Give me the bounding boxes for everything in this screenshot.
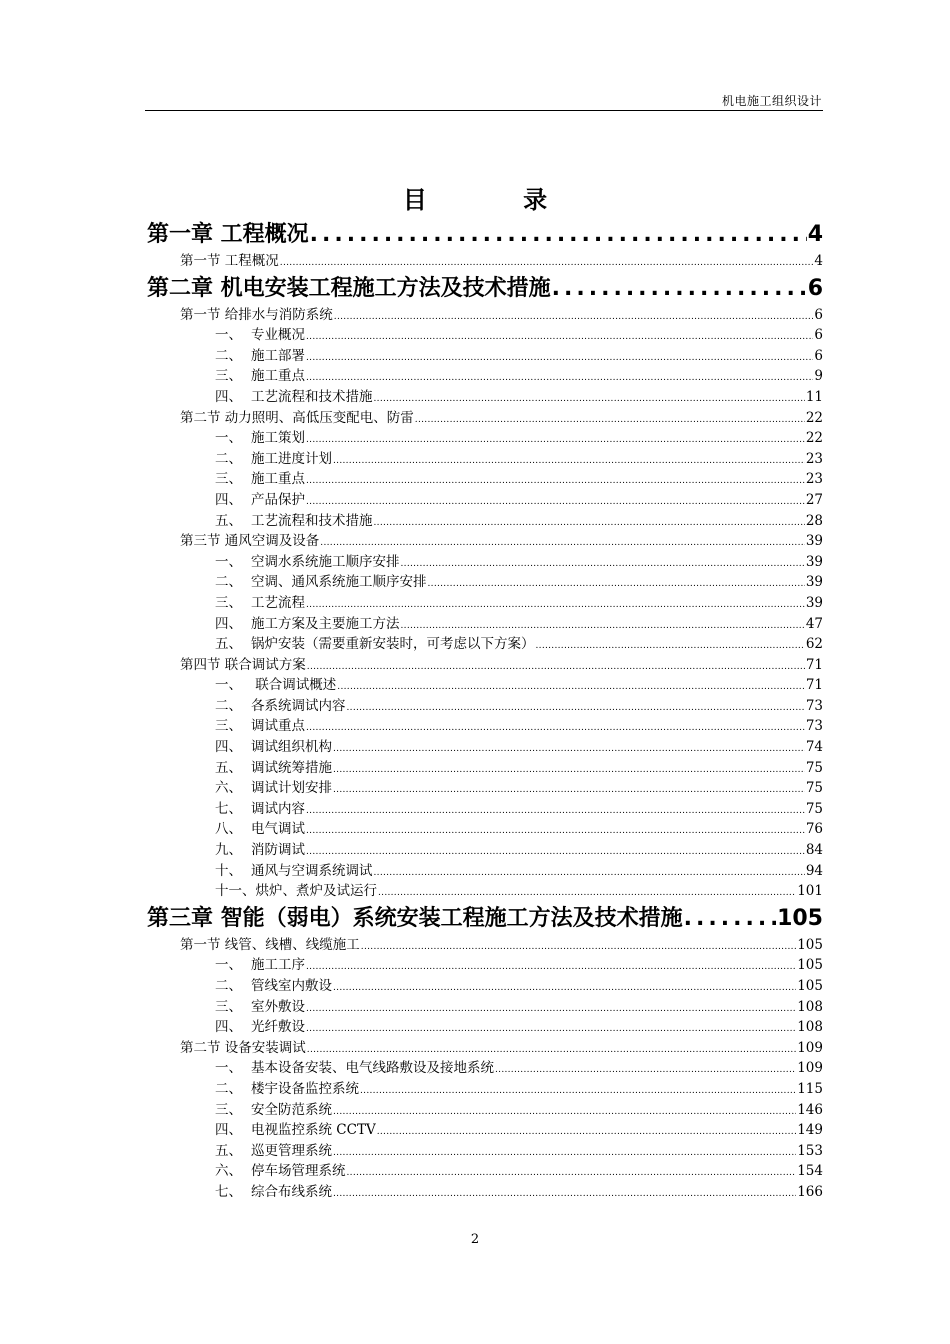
toc-entry-item[interactable] xyxy=(147,490,823,511)
toc-entry-label xyxy=(215,366,305,387)
toc-entry-page: 75 xyxy=(805,759,823,776)
toc-entry-text: 工艺流程和技术措施 xyxy=(251,388,373,405)
toc-entry-number: 二、 xyxy=(215,347,242,364)
toc-entry-text: 室外敷设 xyxy=(251,998,305,1015)
dot-leader xyxy=(306,821,805,842)
dot-leader xyxy=(306,801,805,822)
dot-leader xyxy=(347,698,805,719)
toc-entry-number: 二、 xyxy=(215,574,242,591)
toc-entry-label xyxy=(215,976,332,997)
toc-entry-text: 第四节 联合调试方案 xyxy=(180,656,306,673)
toc-entry-page: 109 xyxy=(797,1039,823,1056)
toc-entry-page: 115 xyxy=(797,1080,823,1097)
toc-entry-page: 105 xyxy=(777,905,823,931)
toc-entry-section[interactable] xyxy=(147,305,823,326)
toc-entry-text: 调试计划安排 xyxy=(251,780,332,797)
toc-entry-number: 一、 xyxy=(215,677,242,694)
toc-entry-text: 联合调试概述 xyxy=(251,677,337,694)
toc-entry-page: 6 xyxy=(814,347,823,364)
table-of-contents xyxy=(147,218,823,1203)
toc-entry-number: 四、 xyxy=(215,1019,242,1036)
toc-entry-page: 71 xyxy=(805,656,823,673)
toc-entry-page: 74 xyxy=(805,739,823,756)
toc-entry-item[interactable] xyxy=(147,955,823,976)
toc-entry-page: 105 xyxy=(797,957,823,974)
toc-entry-number: 五、 xyxy=(215,1142,242,1159)
toc-entry-label xyxy=(215,469,305,490)
toc-entry-number: 三、 xyxy=(215,1101,242,1118)
toc-entry-page: 154 xyxy=(797,1163,823,1180)
toc-entry-label xyxy=(215,634,535,655)
toc-entry-text: 工艺流程和技术措施 xyxy=(251,512,373,529)
toc-entry-page: 153 xyxy=(797,1142,823,1159)
toc-entry-label xyxy=(180,305,333,326)
toc-entry-item[interactable] xyxy=(147,696,823,717)
toc-entry-page: 6 xyxy=(814,306,823,323)
dot-leader xyxy=(401,616,805,637)
toc-entry-section[interactable] xyxy=(147,655,823,676)
toc-entry-label xyxy=(147,218,309,251)
toc-entry-label xyxy=(215,758,332,779)
dot-leader xyxy=(306,327,813,348)
toc-entry-text: 施工部署 xyxy=(251,347,305,364)
toc-entry-item[interactable] xyxy=(147,614,823,635)
toc-entry-label xyxy=(215,997,305,1018)
toc-entry-item[interactable] xyxy=(147,634,823,655)
toc-entry-text: 施工工序 xyxy=(251,957,305,974)
dot-leader xyxy=(684,902,776,935)
toc-entry-number: 四、 xyxy=(215,1122,242,1139)
toc-entry-text: 空调、通风系统施工顺序安排 xyxy=(251,574,427,591)
toc-entry-label xyxy=(215,716,305,737)
toc-entry-text: 安全防范系统 xyxy=(251,1101,332,1118)
toc-entry-page: 39 xyxy=(805,533,823,550)
toc-entry-page: 4 xyxy=(807,222,823,247)
toc-entry-number: 十一、 xyxy=(215,883,256,900)
toc-entry-label xyxy=(215,840,305,861)
dot-leader xyxy=(495,1060,796,1081)
toc-entry-text: 施工方案及主要施工方法 xyxy=(251,615,400,632)
toc-entry-page: 71 xyxy=(805,677,823,694)
dot-leader xyxy=(306,718,805,739)
toc-entry-item[interactable] xyxy=(147,976,823,997)
toc-entry-text: 调试重点 xyxy=(251,718,305,735)
toc-entry-label xyxy=(180,935,360,956)
toc-entry-chapter[interactable] xyxy=(147,272,823,305)
toc-entry-number: 六、 xyxy=(215,780,242,797)
toc-entry-label xyxy=(180,251,279,272)
toc-entry-page: 76 xyxy=(805,821,823,838)
toc-entry-page: 146 xyxy=(797,1101,823,1118)
running-header: 机电施工组织设计 xyxy=(721,94,822,108)
dot-leader xyxy=(374,513,805,534)
toc-entry-item[interactable] xyxy=(147,325,823,346)
toc-entry-number: 五、 xyxy=(215,512,242,529)
dot-leader xyxy=(306,842,805,863)
toc-entry-text: 楼宇设备监控系统 xyxy=(251,1080,359,1097)
toc-entry-text: 第一章 工程概况 xyxy=(147,222,309,247)
toc-entry-page: 109 xyxy=(797,1060,823,1077)
toc-entry-label xyxy=(215,511,373,532)
dot-leader xyxy=(333,780,805,801)
dot-leader xyxy=(378,883,796,904)
dot-leader xyxy=(280,253,814,274)
toc-entry-item[interactable] xyxy=(147,861,823,882)
toc-entry-text: 综合布线系统 xyxy=(251,1183,332,1200)
toc-entry-text: 第三节 通风空调及设备 xyxy=(180,533,320,550)
dot-leader xyxy=(320,533,805,554)
dot-leader xyxy=(306,1019,796,1040)
toc-entry-text: 施工重点 xyxy=(251,368,305,385)
toc-entry-page: 105 xyxy=(797,978,823,994)
toc-entry-number: 五、 xyxy=(215,759,242,776)
toc-entry-label xyxy=(215,799,305,820)
toc-entry-label xyxy=(215,955,305,976)
toc-entry-page: 22 xyxy=(805,409,823,426)
toc-entry-text: 调试组织机构 xyxy=(251,739,332,756)
dot-leader xyxy=(333,978,796,999)
toc-entry-label xyxy=(215,614,400,635)
toc-entry-page: 73 xyxy=(805,718,823,735)
dot-leader xyxy=(306,999,796,1020)
toc-entry-item[interactable] xyxy=(147,1100,823,1121)
toc-entry-item[interactable] xyxy=(147,1182,823,1203)
toc-entry-label xyxy=(147,272,551,305)
toc-entry-label xyxy=(215,325,305,346)
toc-entry-page: 23 xyxy=(805,471,823,488)
dot-leader xyxy=(428,574,805,595)
dot-leader xyxy=(333,760,805,781)
toc-entry-number: 三、 xyxy=(215,471,242,488)
toc-entry-text: 调试内容 xyxy=(251,800,305,817)
dot-leader xyxy=(306,471,805,492)
toc-entry-item[interactable] xyxy=(147,1079,823,1100)
toc-entry-number: 二、 xyxy=(215,1080,242,1097)
toc-entry-label xyxy=(215,861,373,882)
toc-entry-page: 27 xyxy=(805,491,823,508)
toc-entry-text: 施工进度计划 xyxy=(251,450,332,467)
toc-entry-item[interactable] xyxy=(147,819,823,840)
dot-leader xyxy=(306,368,813,389)
toc-entry-item[interactable] xyxy=(147,737,823,758)
dot-leader xyxy=(306,595,805,616)
dot-leader xyxy=(306,430,805,451)
toc-entry-page: 75 xyxy=(805,800,823,817)
toc-entry-number: 一、 xyxy=(215,430,242,447)
toc-entry-text: 第一节 给排水与消防系统 xyxy=(180,306,333,323)
toc-entry-chapter[interactable] xyxy=(147,218,823,251)
toc-entry-item[interactable] xyxy=(147,593,823,614)
toc-entry-label xyxy=(215,881,377,902)
toc-entry-text: 产品保护 xyxy=(251,491,305,508)
toc-entry-page: 39 xyxy=(805,594,823,611)
toc-entry-item[interactable] xyxy=(147,675,823,696)
toc-entry-number: 十、 xyxy=(215,862,242,879)
dot-leader xyxy=(307,1040,796,1061)
toc-entry-item[interactable] xyxy=(147,1161,823,1182)
toc-entry-page: 105 xyxy=(797,936,823,953)
toc-entry-label xyxy=(215,1100,332,1121)
toc-entry-text: 工艺流程 xyxy=(251,594,305,611)
toc-entry-item[interactable] xyxy=(147,449,823,470)
toc-entry-label xyxy=(215,778,332,799)
toc-entry-page: 62 xyxy=(805,636,823,653)
toc-entry-number: 八、 xyxy=(215,821,242,838)
toc-entry-item[interactable] xyxy=(147,346,823,367)
toc-entry-item[interactable] xyxy=(147,428,823,449)
dot-leader xyxy=(337,677,805,698)
toc-entry-label xyxy=(180,655,306,676)
toc-entry-number: 一、 xyxy=(215,1060,242,1077)
toc-entry-section[interactable] xyxy=(147,408,823,429)
toc-entry-number: 四、 xyxy=(215,615,242,632)
dot-leader xyxy=(347,1163,797,1184)
toc-entry-text: 第一节 工程概况 xyxy=(180,253,279,269)
toc-entry-number: 三、 xyxy=(215,594,242,611)
toc-entry-page: 39 xyxy=(805,574,823,591)
dot-leader xyxy=(307,657,805,678)
toc-entry-label xyxy=(215,1182,332,1203)
toc-entry-page: 101 xyxy=(797,883,823,900)
toc-entry-page: 4 xyxy=(814,253,823,269)
toc-entry-number: 四、 xyxy=(215,388,242,405)
toc-entry-page: 108 xyxy=(797,998,823,1015)
toc-entry-text: 电气调试 xyxy=(251,821,305,838)
toc-entry-number: 一、 xyxy=(215,957,242,974)
toc-entry-item[interactable] xyxy=(147,778,823,799)
toc-entry-item[interactable] xyxy=(147,840,823,861)
toc-entry-item[interactable] xyxy=(147,799,823,820)
toc-entry-label xyxy=(215,1058,494,1079)
toc-entry-text: 锅炉安装（需要重新安装时，可考虑以下方案） xyxy=(251,636,535,653)
toc-entry-item[interactable] xyxy=(147,572,823,593)
dot-leader xyxy=(415,410,805,431)
toc-entry-text: 各系统调试内容 xyxy=(251,697,346,714)
toc-entry-number: 一、 xyxy=(215,327,242,344)
toc-entry-number: 二、 xyxy=(215,697,242,714)
toc-entry-page: 149 xyxy=(797,1122,823,1139)
toc-entry-label xyxy=(215,387,373,408)
toc-entry-text: 管线室内敷设 xyxy=(251,978,332,994)
toc-entry-page: 84 xyxy=(805,842,823,859)
toc-entry-number: 三、 xyxy=(215,718,242,735)
toc-entry-text: 第二节 设备安装调试 xyxy=(180,1039,306,1056)
toc-entry-label xyxy=(215,1120,376,1141)
toc-entry-text: 第三章 智能（弱电）系统安装工程施工方法及技术措施 xyxy=(147,905,683,931)
toc-entry-item[interactable] xyxy=(147,1120,823,1141)
toc-entry-page: 75 xyxy=(805,780,823,797)
dot-leader xyxy=(306,957,796,978)
toc-entry-number: 七、 xyxy=(215,1183,242,1200)
toc-entry-text: 烘炉、煮炉及试运行 xyxy=(255,883,377,900)
toc-entry-number: 三、 xyxy=(215,368,242,385)
toc-entry-label xyxy=(215,593,305,614)
page-number: 2 xyxy=(470,1232,480,1247)
toc-entry-section[interactable] xyxy=(147,935,823,956)
toc-entry-label xyxy=(215,675,336,696)
toc-entry-item[interactable] xyxy=(147,881,823,902)
toc-entry-item[interactable] xyxy=(147,1141,823,1162)
dot-leader xyxy=(333,739,805,760)
toc-entry-text: 专业概况 xyxy=(251,327,305,344)
toc-entry-label xyxy=(215,346,305,367)
dot-leader xyxy=(374,863,805,884)
toc-entry-label xyxy=(215,1017,305,1038)
toc-entry-label xyxy=(215,696,346,717)
toc-entry-item[interactable] xyxy=(147,997,823,1018)
dot-leader xyxy=(361,937,796,958)
toc-entry-page: 47 xyxy=(805,615,823,632)
toc-entry-chapter[interactable] xyxy=(147,902,823,935)
toc-entry-label xyxy=(180,408,414,429)
toc-entry-text: 空调水系统施工顺序安排 xyxy=(251,553,400,570)
toc-entry-page: 108 xyxy=(797,1019,823,1036)
toc-entry-item[interactable] xyxy=(147,552,823,573)
toc-entry-label xyxy=(180,1038,306,1059)
dot-leader xyxy=(552,272,807,305)
dot-leader xyxy=(333,1143,796,1164)
toc-entry-number: 四、 xyxy=(215,739,242,756)
dot-leader xyxy=(360,1081,796,1102)
dot-leader xyxy=(333,451,805,472)
dot-leader xyxy=(334,307,814,328)
toc-entry-page: 9 xyxy=(814,368,823,385)
toc-entry-label xyxy=(215,428,305,449)
toc-entry-text: 电视监控系统 CCTV xyxy=(251,1122,376,1139)
toc-entry-text: 施工策划 xyxy=(251,430,305,447)
toc-entry-label xyxy=(215,737,332,758)
dot-leader xyxy=(306,348,813,369)
toc-entry-number: 四、 xyxy=(215,491,242,508)
toc-entry-number: 七、 xyxy=(215,800,242,817)
toc-entry-item[interactable] xyxy=(147,366,823,387)
toc-entry-label xyxy=(215,552,400,573)
toc-entry-page: 39 xyxy=(805,553,823,570)
toc-entry-label xyxy=(215,572,427,593)
toc-entry-number: 二、 xyxy=(215,450,242,467)
toc-entry-number: 三、 xyxy=(215,998,242,1015)
toc-entry-page: 6 xyxy=(807,275,823,301)
toc-entry-number: 九、 xyxy=(215,842,242,859)
toc-entry-page: 11 xyxy=(805,388,823,405)
toc-entry-label xyxy=(215,1141,332,1162)
toc-entry-page: 6 xyxy=(814,327,823,344)
toc-entry-text: 光纤敷设 xyxy=(251,1019,305,1036)
toc-entry-number: 一、 xyxy=(215,553,242,570)
toc-entry-label xyxy=(215,1161,346,1182)
toc-entry-text: 施工重点 xyxy=(251,471,305,488)
toc-entry-page: 166 xyxy=(797,1183,823,1200)
toc-entry-label xyxy=(215,449,332,470)
dot-leader xyxy=(377,1122,797,1143)
dot-leader xyxy=(333,1184,796,1205)
toc-title: 目 录 xyxy=(402,186,592,214)
toc-entry-label xyxy=(180,531,319,552)
toc-entry-page: 28 xyxy=(805,512,823,529)
toc-entry-label xyxy=(215,819,305,840)
toc-entry-item[interactable] xyxy=(147,387,823,408)
toc-entry-number: 六、 xyxy=(215,1163,242,1180)
toc-entry-item[interactable] xyxy=(147,758,823,779)
toc-entry-text: 调试统筹措施 xyxy=(251,759,332,776)
toc-entry-number: 五、 xyxy=(215,636,242,653)
toc-entry-item[interactable] xyxy=(147,469,823,490)
dot-leader xyxy=(310,218,807,251)
toc-entry-text: 第二节 动力照明、高低压变配电、防雷 xyxy=(180,409,414,426)
toc-entry-page: 73 xyxy=(805,697,823,714)
toc-entry-section[interactable] xyxy=(147,531,823,552)
toc-entry-item[interactable] xyxy=(147,716,823,737)
toc-entry-text: 第二章 机电安装工程施工方法及技术措施 xyxy=(147,275,551,301)
toc-entry-page: 94 xyxy=(805,862,823,879)
toc-entry-label xyxy=(215,1079,359,1100)
toc-entry-text: 巡更管理系统 xyxy=(251,1142,332,1159)
header-rule xyxy=(145,110,823,111)
toc-entry-text: 第一节 线管、线槽、线缆施工 xyxy=(180,936,360,953)
toc-entry-number: 二、 xyxy=(215,978,242,994)
dot-leader xyxy=(374,389,805,410)
toc-entry-section[interactable] xyxy=(147,1038,823,1059)
toc-entry-section[interactable] xyxy=(147,251,823,272)
toc-entry-label xyxy=(147,902,683,935)
dot-leader xyxy=(306,492,805,513)
toc-entry-page: 23 xyxy=(805,450,823,467)
dot-leader xyxy=(401,554,805,575)
dot-leader xyxy=(333,1102,796,1123)
toc-entry-text: 基本设备安装、电气线路敷设及接地系统 xyxy=(251,1060,494,1077)
toc-entry-page: 22 xyxy=(805,430,823,447)
toc-entry-item[interactable] xyxy=(147,1017,823,1038)
toc-entry-item[interactable] xyxy=(147,511,823,532)
toc-entry-label xyxy=(215,490,305,511)
toc-entry-item[interactable] xyxy=(147,1058,823,1079)
toc-entry-text: 消防调试 xyxy=(251,842,305,859)
toc-entry-text: 通风与空调系统调试 xyxy=(251,862,373,879)
dot-leader xyxy=(536,636,805,657)
toc-entry-text: 停车场管理系统 xyxy=(251,1163,346,1180)
